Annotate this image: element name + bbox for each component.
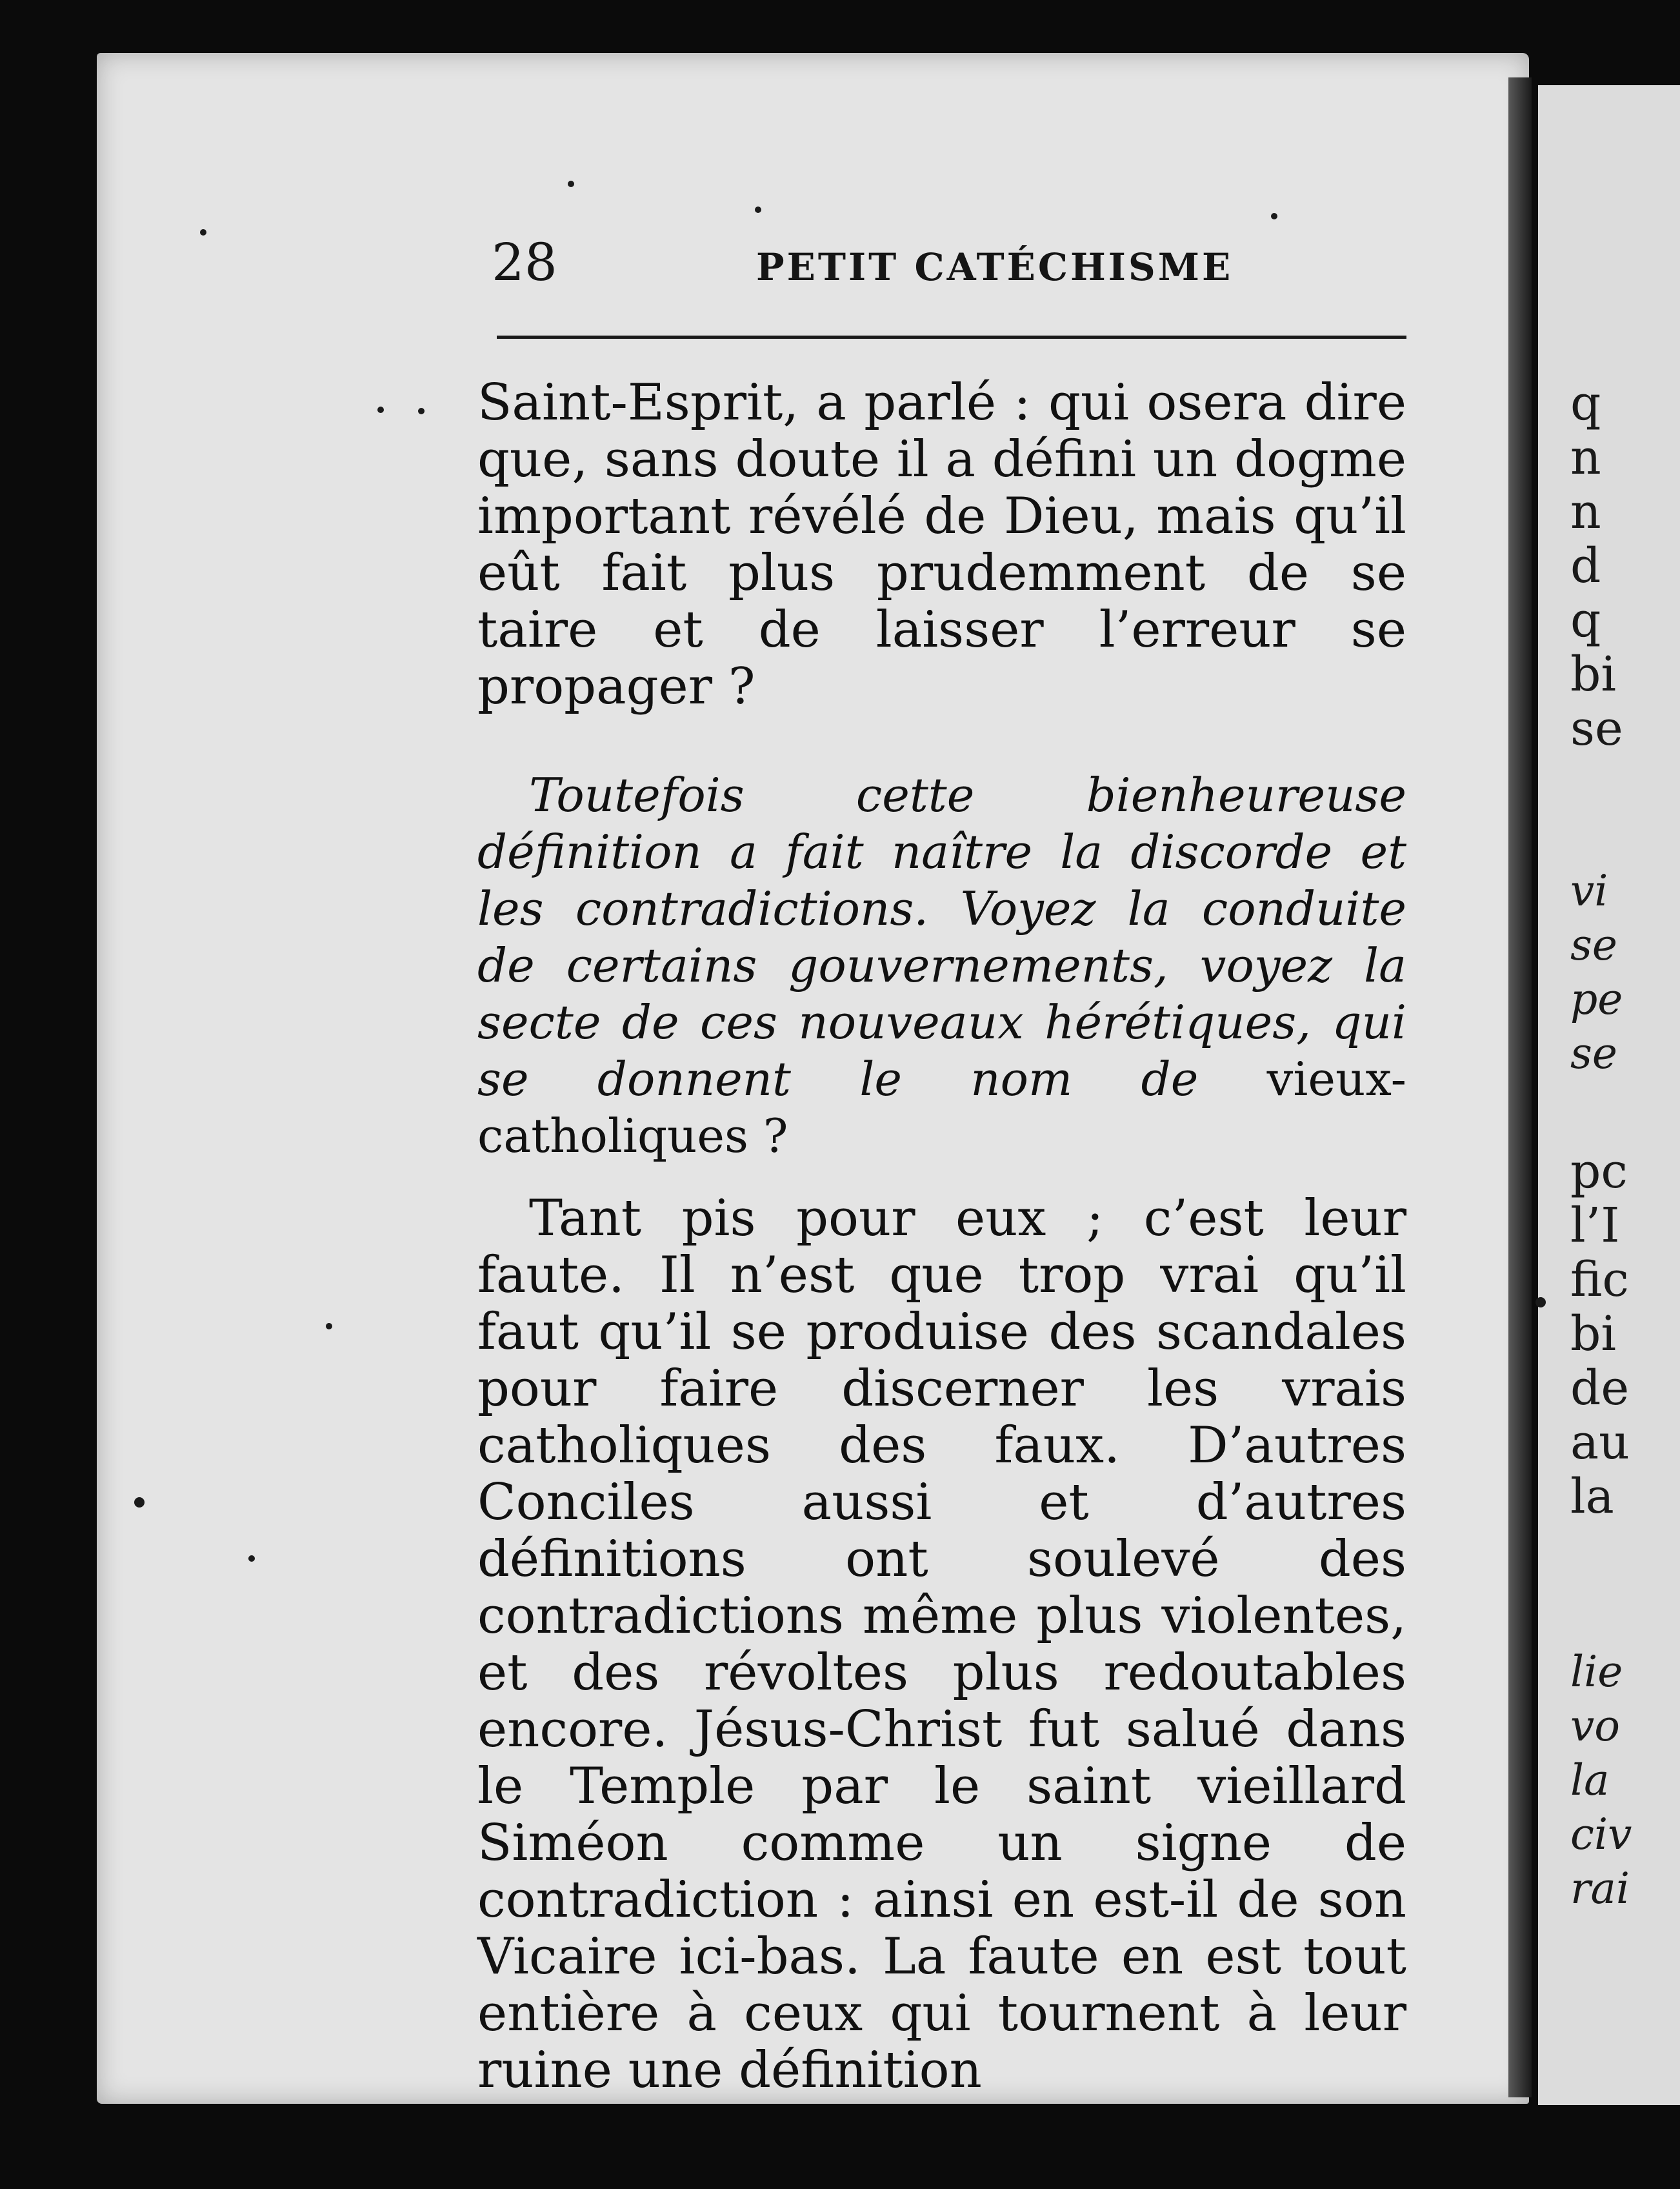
facing-line: l’I [1570,1198,1620,1253]
scan-speck [1535,1297,1546,1307]
facing-line: pc [1570,1144,1628,1199]
facing-line: de [1570,1360,1630,1416]
facing-page [1538,85,1680,2105]
facing-line: rai [1570,1864,1630,1913]
facing-line: se [1570,920,1617,970]
facing-line: fic [1570,1252,1629,1307]
scan-speck [1271,213,1277,219]
main-text [477,374,1406,2099]
page-header [395,181,1401,290]
scan-speck [326,1323,332,1329]
scan-speck [568,181,574,187]
running-title: PETIT CATÉCHISME [756,245,1234,289]
facing-line: civ [1570,1810,1632,1859]
paragraph-1: Saint-Esprit, a parlé : qui osera dire que, sans doute il a défini un dogme important révélé de Dieu, mais qu’il eût fait plus prudemment de se taire et de laisser l’erreur se propager ? [477,374,1406,716]
paragraph-2-italic: Toutefois cette bienheureuse définition a fait naître la discorde et les contradictions. Voyez la conduite de certains gouvernements, voyez la secte de ces nouveaux hérétiques, qui se donnent le nom de [477,768,1406,1106]
facing-line: se [1570,1029,1617,1078]
facing-line: se [1570,701,1623,756]
facing-line: pe [1570,974,1623,1024]
facing-line: bi [1570,647,1617,702]
scan-speck [134,1497,145,1508]
facing-line: bi [1570,1306,1617,1362]
facing-line: vo [1570,1701,1621,1751]
facing-line: au [1570,1415,1630,1470]
page-number: 28 [492,232,557,292]
facing-line: la [1570,1469,1614,1524]
facing-line: d [1570,538,1601,594]
facing-line: lie [1570,1647,1623,1697]
facing-line: n [1570,430,1601,485]
facing-line: n [1570,484,1601,540]
paragraph-2 [477,767,1406,1164]
facing-line: vi [1570,866,1608,916]
paragraph-3: Tant pis pour eux ; c’est leur faute. Il n’est que trop vrai qu’il faut qu’il se produise des scandales pour faire discerner les vrais catholiques des faux. D’autres Conciles aussi et d’autres définitions ont soulevé des contradictions même plus violentes, et des révoltes plus redoutables encore. Jésus-Christ fut salué dans le Temple par le saint vieillard Siméon comme un signe de contradiction : ainsi en est-il de son Vicaire ici-bas. La faute en est tout entière à ceux qui tournent à leur ruine une définition [477,1189,1406,2099]
paragraph-2-roman: vieux-catholiques ? [477,1052,1406,1163]
scan-speck [418,408,425,414]
facing-line: la [1570,1755,1610,1805]
scan-speck [377,407,384,413]
facing-line: q [1570,376,1601,431]
scan-speck [755,207,761,213]
page-spine-shadow [1508,77,1532,2097]
facing-line: q [1570,592,1601,648]
scan-speck [248,1555,255,1562]
header-rule [497,336,1406,339]
scan-speck [200,229,206,236]
